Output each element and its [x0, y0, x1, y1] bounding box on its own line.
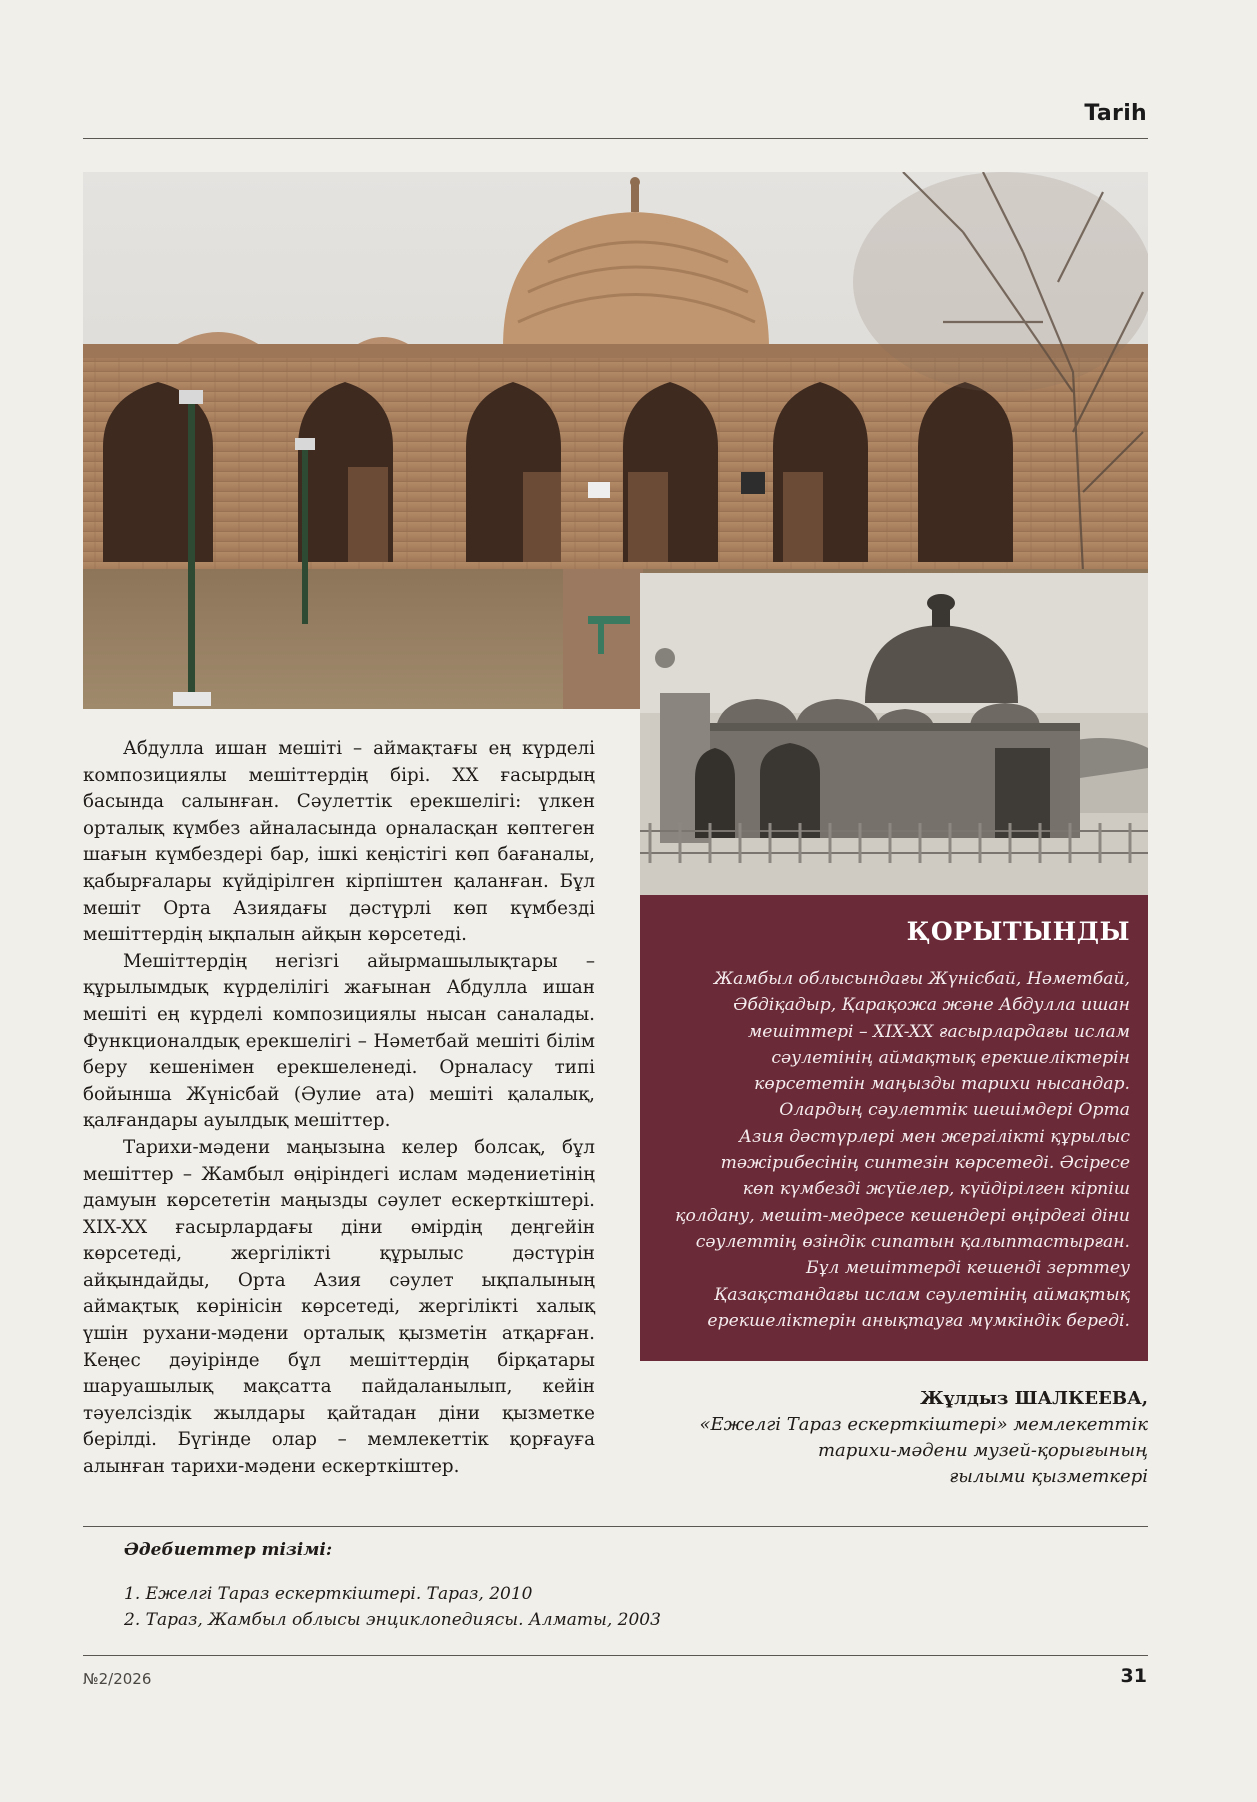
section-tag: Tarih [1084, 101, 1147, 126]
conclusion-title: ҚОРЫТЫНДЫ [906, 917, 1130, 946]
page-number: 31 [1120, 1665, 1147, 1687]
conclusion-box [640, 895, 1148, 1361]
reference-item: 2. Тараз, Жамбыл облысы энциклопедиясы. Алматы, 2003 [124, 1609, 661, 1630]
article-body [83, 736, 595, 1481]
conclusion-text: Жамбыл облысындағы Жүнісбай, Нәметбай, Әбдіқадыр, Қарақожа және Абдулла ишан мешіттері – XIX-XX ғасырлардағы ислам сәулетінің аймақтық ерекшеліктерін көрсететін маңызды тарихи нысандар. Олардың сәулеттік шешімдері Орта Азия дәстүрлері мен жергілікті құрылыс тәжірибесінің синтезін көрсетеді. Әсіресе көп күмбезді жүйелер, күйдірілген кірпіш қолдану, мешіт-медресе кешендері өңірдегі діни сәулеттің өзіндік сипатын қалыптастырған. Бұл мешіттерді кешенді зерттеу Қазақстандағы ислам сәулетінің аймақтық ерекшеліктерін анықтауға мүмкіндік береді. [675, 969, 1130, 1331]
body-paragraph: Тарихи-мәдени маңызына келер болсақ, бұл мешіттер – Жамбыл өңіріндегі ислам мәдениетінің дамуын көрсететін маңызды сәулет ескерткіштері. XIX-XX ғасырлардағы діни өмірдің деңгейін көрсетеді, жергілікті құрылыс дәстүрін айқындайды, Орта Азия сәулет ықпалының аймақтық көрінісін көрсетеді, жергілікті халық үшін рухани-мәдени орталық қызметін атқарған. Кеңес дәуірінде бұл мешіттердің бірқатары шаруашылық мақсатта пайдаланылып, кейін тәуелсіздік жылдары қайтадан діни қызметке берілді. Бүгінде олар – мемлекеттік қорғауға алынған тарихи-мәдени ескерткіштер. [83, 1136, 595, 1478]
body-paragraph: Абдулла ишан мешіті – аймақтағы ең күрделі композициялы мешіттердің бірі. XX ғасырдың басында салынған. Сәулеттік ерекшелігі: үлкен орталық күмбез айналасында орналасқан көптеген шағын күмбездері бар, ішкі кеңістігі көп бағаналы, қабырғалары күйдірілген кірпіштен қаланған. Бұл мешіт Орта Азиядағы дәстүрлі көп күмбезді мешіттердің ықпалын айқын көрсетеді. [83, 738, 595, 946]
body-paragraph: Мешіттердің негізгі айырмашылықтары – құрылымдық күрделілігі жағынан Абдулла ишан мешіті ең күрделі композициялы нысан саналады. Функционалдық ерекшелігі – Нәметбай мешіті білім беру кешенімен ерекшеленеді. Орналасу типі бойынша Жүнісбай (Әулие ата) мешіті қалалық, қалғандары ауылдық мешіттер. [83, 950, 595, 1132]
footer-rule [83, 1655, 1148, 1656]
references-list [124, 1582, 661, 1633]
author-block [628, 1386, 1148, 1490]
author-name: Жұлдыз ШАЛКЕЕВА, [920, 1388, 1148, 1409]
references-title: Әдебиеттер тізімі: [124, 1540, 333, 1560]
author-role: «Ежелгі Тараз ескерткіштері» мемлекеттік тарихи-мәдени музей-қорығының ғылыми қызметкері [699, 1414, 1148, 1487]
issue-number: №2/2026 [83, 1670, 152, 1688]
reference-item: 1. Ежелгі Тараз ескерткіштері. Тараз, 2010 [124, 1584, 533, 1604]
historic-dome-icon [640, 573, 1148, 895]
historic-mosque-photo [640, 573, 1148, 895]
references-rule [83, 1526, 1148, 1527]
header-rule [83, 138, 1148, 139]
